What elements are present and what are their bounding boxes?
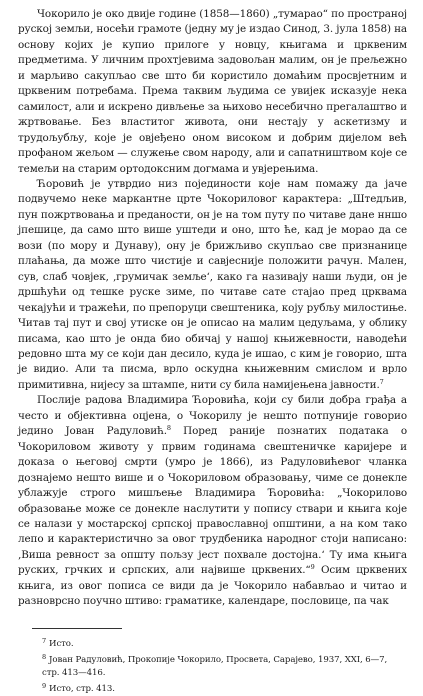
paragraph-3 — [18, 393, 407, 609]
footnote-8 — [18, 651, 407, 680]
footnote-number: 7 — [42, 636, 47, 645]
footnote-text: Исто. — [49, 638, 74, 649]
paragraph-3-text-cont: Поред раније познатих података о Чокориловом животу у првим годинама свештеничке каријере и доказа о његовој смрти (умро је 1866), из Радуловићевог чланка дознајемо нешто више и о Чокориловом образовању, чиме се донекле ублажује строго мишљење Владимира Ћоровића: „Чокорилово образовање може се донекле наслутити у попису ствари и књига које се налази у мостарској српској православној општини, а на ком тако лепо и карактеристично за овог трудбеника народног стоји написано: ‚Виша ревност за општу пољзу јест похвале достојна.‘ Ту има књига руских, грчких и српских, али највише црквених.“ — [18, 425, 407, 577]
footnote-ref-9: 9 — [310, 563, 315, 572]
paragraph-1 — [18, 7, 407, 177]
paragraph-3-text: Послије радова Владимира Ћоровића, који су били добра грађа а често и објективна оцјена, о Чокорилу је нешто потпуније говорио једино Јован Радуловић. — [18, 394, 407, 438]
footnote-number: 9 — [42, 682, 47, 691]
paragraph-2 — [18, 177, 407, 393]
footnote-number: 8 — [42, 652, 47, 661]
main-text — [18, 7, 407, 610]
footnote-text: Исто, стр. 413. — [49, 684, 115, 695]
footnote-9 — [18, 680, 407, 696]
paragraph-3-text-end: Осим црквених књига, из овог пописа се види да је Чокорило набављао и читао и разноврсно поучно штиво: граматике, календаре, пословице, па чак — [18, 564, 407, 608]
footnote-7 — [18, 635, 407, 651]
footnote-ref-8: 8 — [166, 424, 171, 433]
footnote-divider — [32, 628, 122, 629]
paragraph-1-text: Чокорило је око двије године (1858—1860) „тумарао“ по пространој руској земљи, носећи грамоте (једну му је издао Синод, 3. јула 1858) на основу којих је купио прилоге у новцу, књигама и црквеним предметима. У личним прохтјевима задовољан малим, он је прељежно и марљиво сакупљао све што би користило домаћим просвјетним и црквеним потребама. Према таквим људима се увијек исказује нека самилост, али и искрено дивљење за њихово несебично прегалаштво и жртвовање. Без властитог живота, они нестају у аскетизму и трудољубљу, које је овјеђено оном високом и добрим дијелом већ профаном жељом — служење свом народу, али и сапатништвом које се темељи на старим ортодоксним догмама и увјерењима. — [18, 8, 407, 175]
paragraph-2-text: Ћоровић је утврдио низ појединости које нам помажу да јаче подвучемо неке маркантне црте Чокориловог карактера: „Штедљив, пун пожртвовања и преданости, он је на том путу по читаве дане нншо јпешице, да само што више уштеди и оно, што ће, кад је морао да се вози (по мору и Дунаву), ону је брижљиво скупљао све признанице плаћања, да може што чистије и савјесније положити рачун. Мален, сув, слаб човјек, ‚грумичак земље‘, како га називају наши људи, он је дршћући од тешке руске зиме, по читаве сате стајао пред црквама чекајући и тражећи, по препоруци свештеника, коју рубљу милостиње. Читав тај пут и свој утиске он је описао на малим цедуљама, у облику писама, као што је онда био обичај у нашој књижевности, наводећи редовно шта му се који дан десило, куда је ишао, с ким је говорио, шта је видио. Али та писма, врло оскудна књижевним смислом и врло примитивна, нијесу за штампе, нити су била намијењена јавности. — [18, 177, 407, 391]
footnote-ref-7: 7 — [379, 377, 384, 386]
footnotes — [18, 635, 407, 696]
footnote-text: Јован Радуловић, Прокопије Чокорило, Просвета, Сарајево, 1937, XXI, 6—7, стр. 413—416. — [42, 654, 388, 679]
